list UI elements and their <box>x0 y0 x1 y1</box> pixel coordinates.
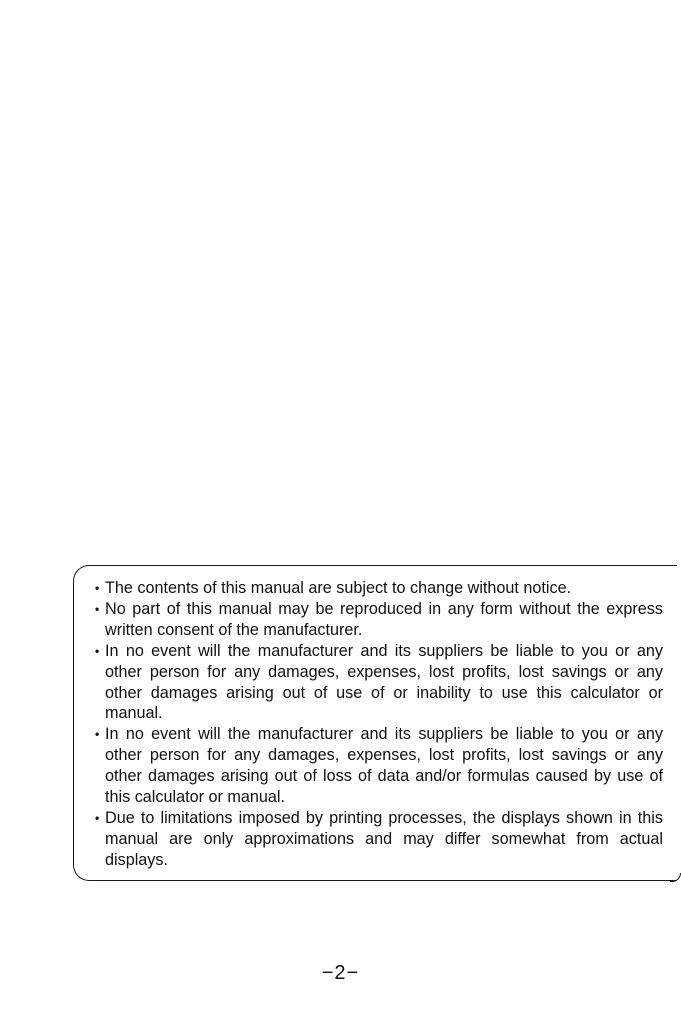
notice-item <box>95 599 663 641</box>
bullet-icon: • <box>95 810 100 825</box>
notice-text: In no event will the manufacturer and its suppliers be liable to you or any other person for any damages, expenses, lost profits, lost savings or any other damages arising out of use of or inability to use this calculator or manual. <box>105 641 663 723</box>
notice-text: No part of this manual may be reproduced in any form without the express written consent of the manufacturer. <box>105 599 663 639</box>
bullet-icon: • <box>95 643 100 658</box>
notice-list <box>95 578 663 871</box>
notice-item <box>95 641 663 725</box>
bullet-icon: • <box>95 727 100 742</box>
notice-text: In no event will the manufacturer and its suppliers be liable to you or any other person for any damages, expenses, lost profits, lost savings or any other damages arising out of loss of data and/or formulas caused by use of this calculator or manual. <box>105 725 663 807</box>
bullet-icon: • <box>95 601 100 616</box>
notice-item <box>95 578 663 599</box>
notice-item <box>95 724 663 808</box>
notice-text: Due to limitations imposed by printing processes, the displays shown in this manual are only approximations and may differ somewhat from actual displays. <box>105 808 663 869</box>
page-number: −2− <box>321 962 360 984</box>
notice-item <box>95 808 663 871</box>
bullet-icon: • <box>95 581 100 595</box>
notice-text: The contents of this manual are subject to change without notice. <box>105 579 572 597</box>
